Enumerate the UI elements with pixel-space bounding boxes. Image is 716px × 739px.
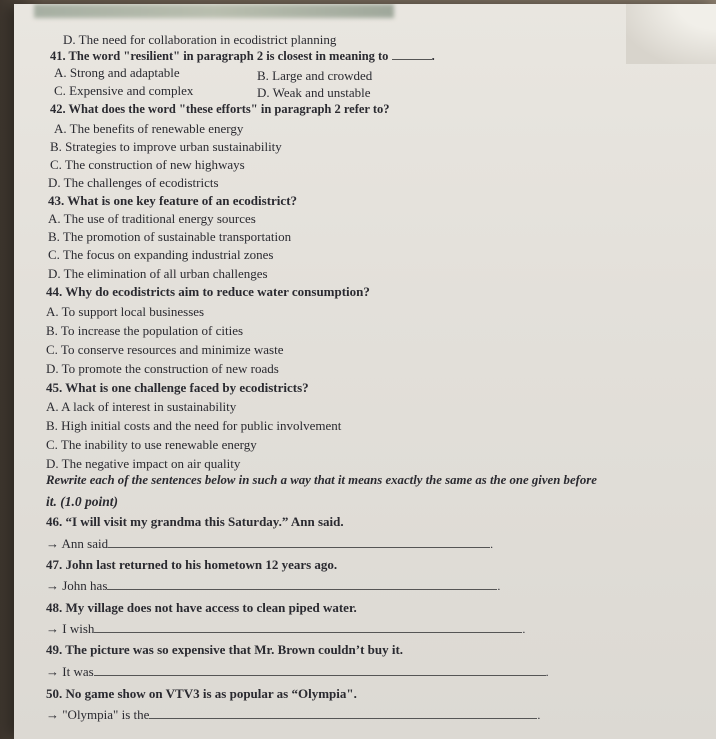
- q42-option-c: C. The construction of new highways: [50, 157, 245, 172]
- q45-option-a: A. A lack of interest in sustainability: [46, 399, 237, 414]
- q44-text: 44. Why do ecodistricts aim to reduce water consumption?: [46, 284, 370, 299]
- q43-option-d: D. The elimination of all urban challenges: [48, 266, 268, 281]
- q46-period: .: [490, 537, 494, 551]
- q41-blank: [392, 48, 432, 60]
- q43-text: 43. What is one key feature of an ecodistrict?: [48, 193, 298, 208]
- q41-label: 41. The word "resilient" in paragraph 2 is closest in meaning to: [50, 49, 389, 63]
- q46-text: 46. “I will visit my grandma this Saturday.” Ann said.: [46, 514, 344, 529]
- q44-option-c: C. To conserve resources and minimize waste: [46, 342, 284, 357]
- q50-answer-line: [46, 707, 540, 723]
- q44-option-d: D. To promote the construction of new roads: [46, 361, 279, 376]
- q43-option-a: A. The use of traditional energy sources: [48, 211, 256, 226]
- q50-prompt: → "Olympia" is the: [46, 707, 150, 722]
- q47-prompt: → John has: [46, 578, 108, 593]
- page-corner-fold: [626, 4, 716, 64]
- q44-option-b: B. To increase the population of cities: [46, 323, 244, 338]
- q49-prompt: → It was: [46, 664, 94, 679]
- q42-text: 42. What does the word "these efforts" in paragraph 2 refer to?: [50, 102, 390, 116]
- q48-period: .: [522, 622, 526, 636]
- q41-option-b: B. Large and crowded: [257, 68, 373, 83]
- q45-text: 45. What is one challenge faced by ecodistricts?: [46, 380, 309, 395]
- rewrite-instructions: Rewrite each of the sentences below in such a way that it means exactly the same as the one given before: [46, 473, 597, 487]
- q50-period: .: [537, 708, 541, 722]
- q49-text: 49. The picture was so expensive that Mr. Brown couldn’t buy it.: [46, 642, 404, 657]
- q45-option-d: D. The negative impact on air quality: [46, 456, 241, 471]
- q48-answer-line: [46, 621, 525, 637]
- q42-option-a: A. The benefits of renewable energy: [54, 121, 244, 136]
- q42-option-d: D. The challenges of ecodistricts: [48, 175, 219, 190]
- page-top-edge-decoration: [34, 4, 394, 18]
- q49-period: .: [545, 665, 549, 679]
- q43-option-b: B. The promotion of sustainable transportation: [48, 229, 292, 244]
- q46-answer-line: [46, 536, 493, 552]
- rewrite-instructions-cont: it. (1.0 point): [46, 494, 119, 509]
- q43-option-c: C. The focus on expanding industrial zones: [48, 247, 274, 262]
- q41-option-a: A. Strong and adaptable: [54, 65, 180, 80]
- q44-option-a: A. To support local businesses: [46, 304, 205, 319]
- q46-answer-blank[interactable]: [108, 536, 490, 548]
- q48-answer-blank[interactable]: [94, 621, 522, 633]
- q47-answer-blank[interactable]: [107, 578, 497, 590]
- q47-text: 47. John last returned to his hometown 12 years ago.: [46, 557, 338, 572]
- q42-option-b: B. Strategies to improve urban sustainability: [50, 139, 282, 154]
- q49-answer-line: [46, 664, 549, 680]
- q49-answer-blank[interactable]: [94, 664, 546, 676]
- worksheet-page: [14, 4, 716, 739]
- q41-option-c: C. Expensive and complex: [54, 83, 194, 98]
- q50-answer-blank[interactable]: [149, 707, 537, 719]
- q47-answer-line: [46, 578, 500, 594]
- q48-prompt: → I wish: [46, 621, 95, 636]
- q40-option-d: D. The need for collaboration in ecodistrict planning: [63, 32, 337, 47]
- q45-option-b: B. High initial costs and the need for public involvement: [46, 418, 342, 433]
- q50-text: 50. No game show on VTV3 is as popular as “Olympia".: [46, 686, 357, 701]
- q46-prompt: → Ann said: [46, 536, 109, 551]
- q45-option-c: C. The inability to use renewable energy: [46, 437, 257, 452]
- q48-text: 48. My village does not have access to clean piped water.: [46, 600, 357, 615]
- q41-text: [50, 48, 435, 64]
- q47-period: .: [497, 579, 501, 593]
- q41-end: .: [431, 49, 435, 63]
- q41-option-d: D. Weak and unstable: [257, 85, 371, 100]
